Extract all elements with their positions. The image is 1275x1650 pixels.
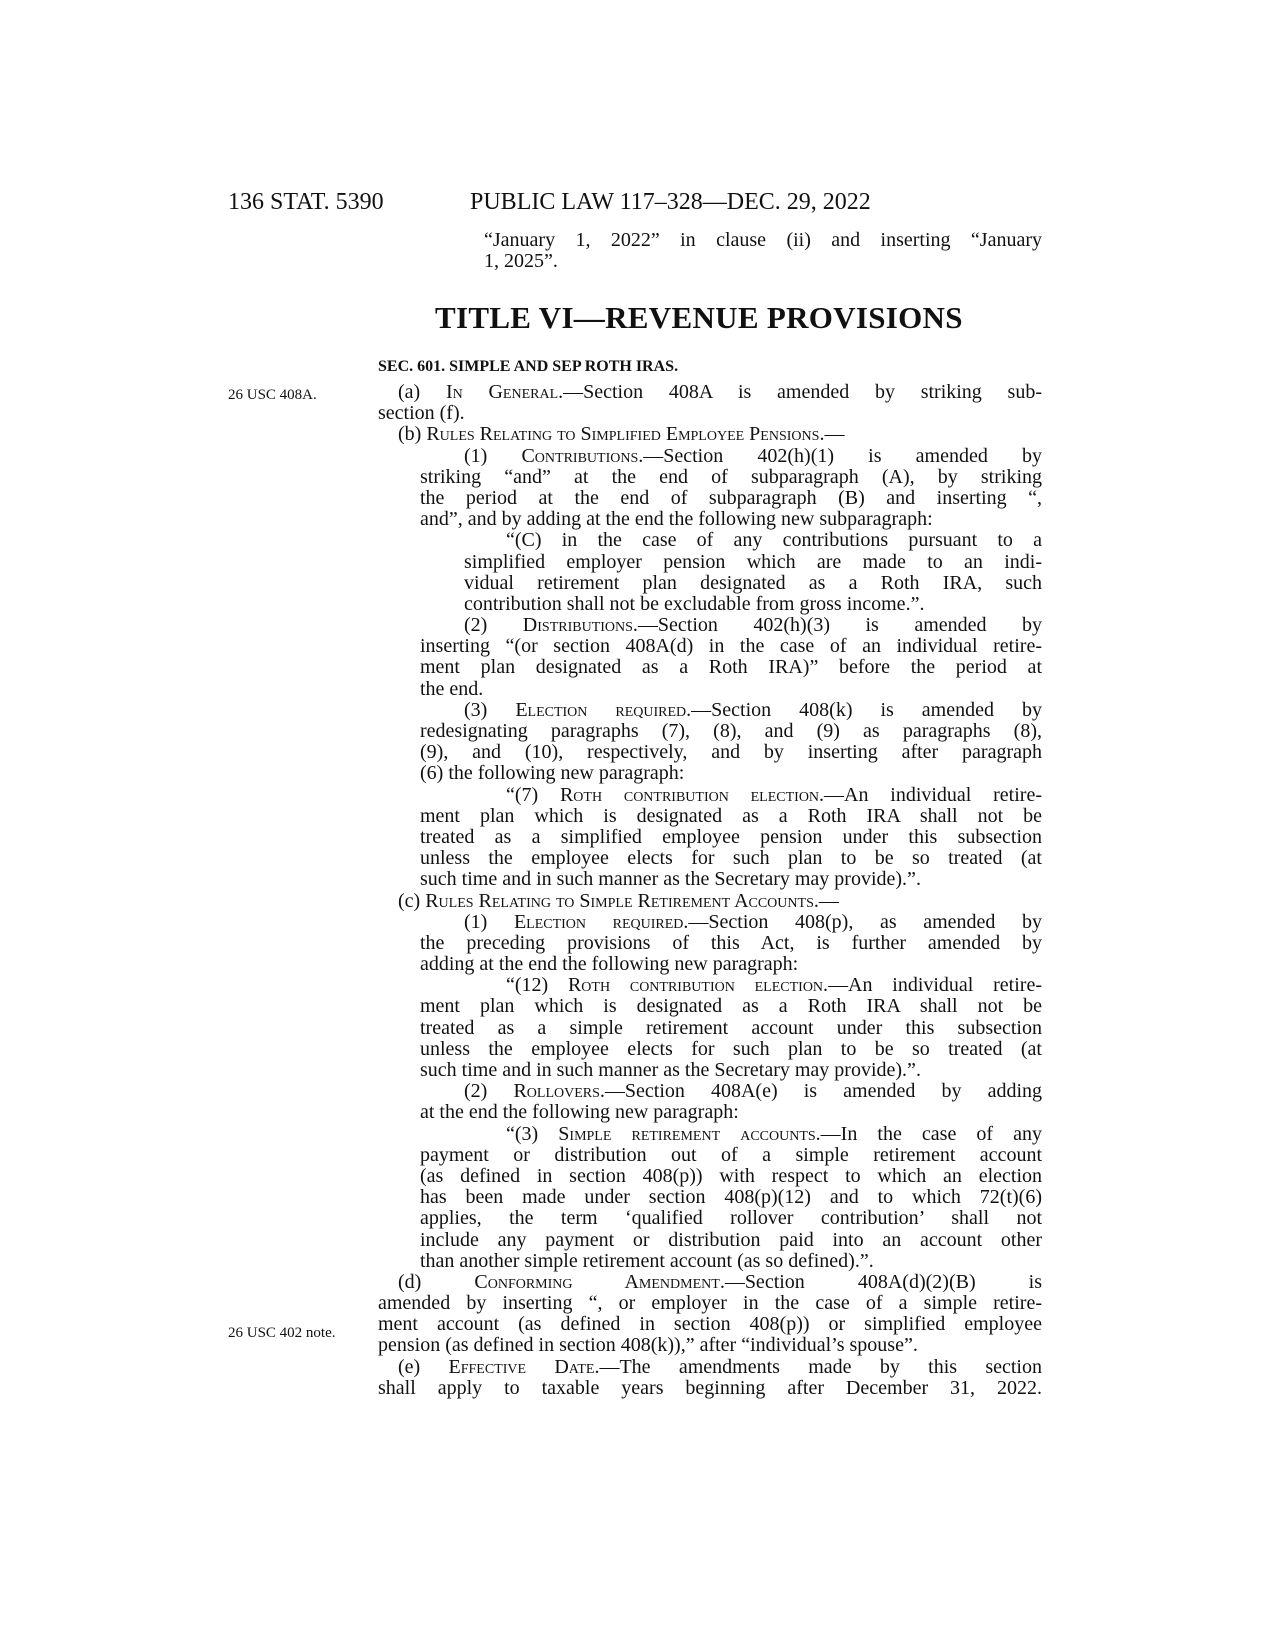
text-line: section (f). xyxy=(378,402,465,425)
text-line: the preceding provisions of this Act, is further amended by xyxy=(420,931,1042,954)
text-line: simplified employer pension which are made to an indi- xyxy=(464,550,1042,573)
text-line: shall apply to taxable years beginning after December 31, 2022. xyxy=(378,1376,1042,1399)
subsection-b: (b) Rules Relating to Simplified Employee Pensions.— xyxy=(398,423,845,446)
text-line: striking “and” at the end of subparagraph (A), by striking xyxy=(420,465,1042,488)
text-line: ment plan which is designated as a Roth IRA shall not be xyxy=(420,804,1042,827)
paragraph-b-2: (2) Distributions.—Section 402(h)(3) is amended by xyxy=(464,614,1042,637)
text-line: and”, and by adding at the end the following new subparagraph: xyxy=(420,508,933,531)
text-line: such time and in such manner as the Secretary may provide).”. xyxy=(420,1059,921,1081)
text-line: inserting “(or section 408A(d) in the case of an individual retire- xyxy=(420,635,1042,658)
heading-distributions: Distributions xyxy=(522,614,633,637)
heading-contributions: Contributions xyxy=(521,444,639,467)
heading-conforming-amendment: Conforming Amendment xyxy=(474,1270,720,1293)
paragraph-7: “(7) Roth contribution election.—An individual retire- xyxy=(506,783,1042,806)
text-line: treated as a simplified employee pension under this subsection xyxy=(420,825,1042,848)
page-stat-citation: 136 STAT. 5390 xyxy=(228,189,384,215)
heading-roth-contribution-election: Roth contribution election xyxy=(567,974,824,997)
text-line: than another simple retirement account (as so defined).”. xyxy=(420,1249,874,1272)
heading-effective-date: Effective Date xyxy=(448,1355,595,1378)
heading-in-general: In General xyxy=(445,381,559,403)
text-line: vidual retirement plan designated as a Roth IRA, such xyxy=(464,571,1042,594)
subsection-c: (c) Rules Relating to Simple Retirement Accounts.— xyxy=(398,889,839,912)
paragraph-b-1: (1) Contributions.—Section 402(h)(1) is amended by xyxy=(464,444,1042,467)
heading-rules-simple: Rules Relating to Simple Retirement Accounts xyxy=(425,889,814,912)
margin-note-26-usc-408a: 26 USC 408A. xyxy=(228,387,317,403)
text-line: (6) the following new paragraph: xyxy=(420,762,685,785)
heading-election-required: Election required xyxy=(513,910,684,933)
heading-simple-retirement-accounts: Simple retirement accounts xyxy=(558,1122,816,1145)
carryover-line: “January 1, 2022” in clause (ii) and inserting “January xyxy=(484,229,1042,251)
text-line: unless the employee elects for such plan to be so treated (at xyxy=(420,1037,1042,1060)
heading-election-required: Election required xyxy=(515,698,687,721)
subsection-a: (a) In General.—Section 408A is amended by striking sub- xyxy=(398,381,1042,403)
paragraph-c-2: (2) Rollovers.—Section 408A(e) is amended by adding xyxy=(464,1080,1043,1103)
text-line: adding at the end the following new paragraph: xyxy=(420,953,799,976)
carryover-line: 1, 2025”. xyxy=(484,250,558,273)
text-line: payment or distribution out of a simple retirement account xyxy=(420,1143,1042,1166)
subsection-e: (e) Effective Date.—The amendments made by this section xyxy=(398,1355,1042,1378)
text-line: treated as a simple retirement account under this subsection xyxy=(420,1016,1042,1039)
text-line: include any payment or distribution paid into an account other xyxy=(420,1228,1042,1251)
paragraph-12: “(12) Roth contribution election.—An individual retire- xyxy=(506,974,1042,997)
section-heading: SEC. 601. SIMPLE AND SEP ROTH IRAS. xyxy=(378,358,679,375)
heading-roth-contribution-election: Roth contribution election xyxy=(559,783,820,806)
carryover-text xyxy=(378,230,1042,272)
subsection-d: (d) Conforming Amendment.—Section 408A(d)(2)(B) is xyxy=(398,1270,1043,1293)
heading-rules-sep: Rules Relating to Simplified Employee Pensions xyxy=(426,423,820,446)
text-line: ment account (as defined in section 408(p)) or simplified employee xyxy=(378,1313,1042,1336)
heading-rollovers: Rollovers xyxy=(513,1080,600,1103)
text-line: the end. xyxy=(420,677,484,700)
text-line: (as defined in section 408(p)) with respect to which an election xyxy=(420,1164,1042,1187)
text-line: redesignating paragraphs (7), (8), and (9) as paragraphs (8), xyxy=(420,720,1042,742)
subparagraph-c: “(C) in the case of any contributions pursuant to a xyxy=(506,529,1042,552)
text-line: such time and in such manner as the Secretary may provide).”. xyxy=(420,868,921,891)
paragraph-b-3: (3) Election required.—Section 408(k) is amended by xyxy=(464,698,1042,721)
text-line: pension (as defined in section 408(k)),” after “individual’s spouse”. xyxy=(378,1334,918,1357)
text-line: applies, the term ‘qualified rollover contribution’ shall not xyxy=(420,1207,1042,1230)
text-line: amended by inserting “, or employer in the case of a simple retire- xyxy=(378,1292,1042,1315)
text-line: at the end the following new paragraph: xyxy=(420,1101,739,1124)
text-line: ment plan which is designated as a Roth IRA shall not be xyxy=(420,995,1042,1018)
text-line: contribution shall not be excludable from gross income.”. xyxy=(464,592,925,615)
text-line: (9), and (10), respectively, and by inserting after paragraph xyxy=(420,741,1042,764)
paragraph-c-1: (1) Election required.—Section 408(p), as amended by xyxy=(464,910,1042,933)
running-header: PUBLIC LAW 117–328—DEC. 29, 2022 xyxy=(470,189,871,215)
title-heading: TITLE VI—REVENUE PROVISIONS xyxy=(435,300,963,335)
section-body xyxy=(378,382,1042,1399)
text-line: the period at the end of subparagraph (B) and inserting “, xyxy=(420,486,1042,509)
text-line: has been made under section 408(p)(12) and to which 72(t)(6) xyxy=(420,1186,1042,1209)
paragraph-3-simple: “(3) Simple retirement accounts.—In the case of any xyxy=(506,1122,1043,1145)
text-line: unless the employee elects for such plan to be so treated (at xyxy=(420,847,1042,870)
text-line: ment plan designated as a Roth IRA)” before the period at xyxy=(420,656,1042,679)
margin-note-26-usc-402-note: 26 USC 402 note. xyxy=(228,1325,336,1341)
